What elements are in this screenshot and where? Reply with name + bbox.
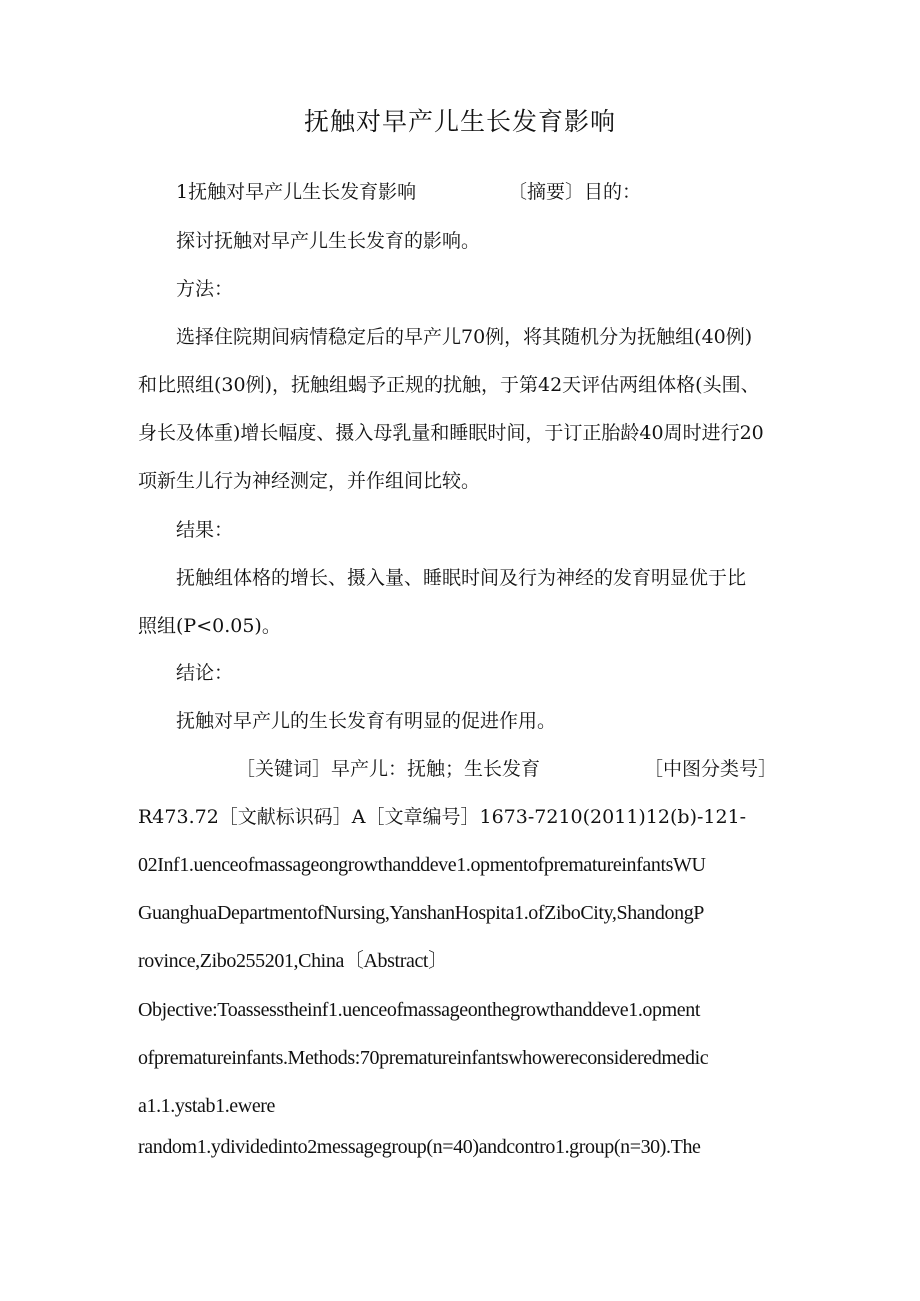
classification-label: ［中图分类号］ [644, 758, 778, 780]
english-author-line-1: GuanghuaDepartmentofNursing,YanshanHospita1.ofZiboCity,ShandongP [138, 902, 705, 924]
english-author-line-2: rovince,Zibo255201,China〔Abstract〕 [138, 950, 448, 972]
methods-text-line-2: 和比照组(30例)，抚触组蝎予正规的扰触，于第42天评估两组体格(头围、 [138, 374, 760, 396]
english-abstract-line-1: Objective:Toassesstheinf1.uenceofmassageonthegrowthanddeve1.opment [138, 999, 701, 1021]
english-abstract-line-3: a1.1.ystab1.ewere [138, 1095, 276, 1117]
objective-text: 探讨抚触对早产儿生长发育的影响。 [176, 230, 481, 252]
abstract-heading-left: 1抚触对早产儿生长发育影响 [176, 181, 417, 203]
document-title: 抚触对早产儿生长发育影响 [303, 107, 616, 136]
keywords-line: ［关键词］早产儿：抚触；生长发育 [236, 758, 541, 780]
abstract-heading-right: 〔摘要〕目的： [508, 181, 642, 203]
results-text-line-2: 照组(P<0.05)。 [138, 615, 281, 637]
results-text-line-1: 抚触组体格的增长、摄入量、睡眠时间及行为神经的发育明显优于比 [176, 567, 747, 589]
english-title-line-1: 02Inf1.uenceofmassageongrowthanddeve1.opmentofprematureinfantsWU [138, 854, 706, 876]
reference-codes-line: R473.72［文献标识码］A［文章编号］1673-7210(2011)12(b)-121- [138, 806, 747, 828]
methods-text-line-3: 身长及体重)增长幅度、摄入母乳量和睡眠时间，于订正胎龄40周时进行20 [138, 422, 764, 444]
methods-text-line-4: 项新生儿行为神经测定，并作组间比较。 [138, 470, 481, 492]
methods-label: 方法： [176, 278, 234, 300]
conclusion-text: 抚触对早产儿的生长发育有明显的促进作用。 [176, 710, 557, 732]
methods-text-line-1: 选择住院期间病情稳定后的早产儿70例，将其随机分为抚触组(40例) [176, 326, 753, 348]
english-abstract-line-4: random1.ydividedinto2messagegroup(n=40)andcontro1.group(n=30).The [138, 1136, 701, 1158]
results-label: 结果： [176, 519, 234, 541]
english-abstract-line-2: ofprematureinfants.Methods:70prematureinfantswhowereconsideredmedic [138, 1047, 709, 1069]
conclusion-label: 结论： [176, 662, 234, 684]
